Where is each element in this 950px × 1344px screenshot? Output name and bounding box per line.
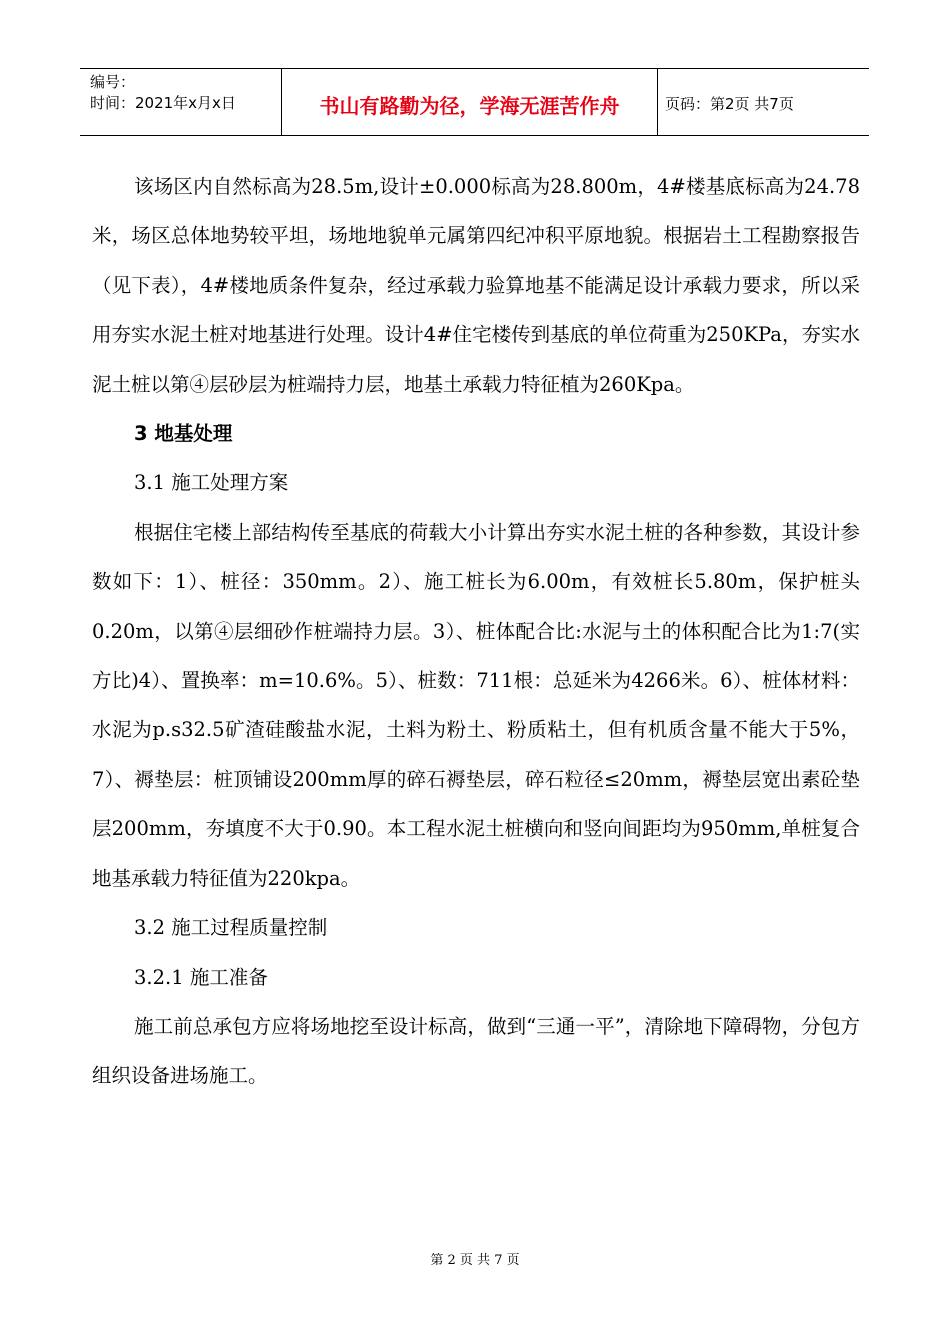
- section-heading-foundation-treatment: 3 地基处理: [134, 422, 233, 446]
- paragraph-preparation: 施工前总承包方应将场地挖至设计标高，做到“三通一平”，清除地下障碍物，分包方组织设备进场施工。: [92, 1014, 860, 1088]
- paragraph-design-parameters: 根据住宅楼上部结构传至基底的荷载大小计算出夯实水泥土桩的各种参数，其设计参数如下：1）、桩径：350mm。2）、施工桩长为6.00m，有效桩长5.80m，保护桩头0.20m，以第④层细砂作桩端持力层。3）、桩体配合比:水泥与土的体积配合比为1:7(实方比)4）、置换率：m=10.6%。5）、桩数：711根：总延米为4266米。6）、桩体材料：水泥为p.s32.5矿渣硅酸盐水泥，土料为粉土、粉质粘土，但有机质含量不能大于5%，7）、褥垫层：桩顶铺设200mm厚的碎石褥垫层，碎石粒径≤20mm，褥垫层宽出素砼垫层200mm，夯填度不大于0.90。本工程水泥土桩横向和竖向间距均为950mm,单桩复合地基承载力特征值为220kpa。: [92, 520, 860, 890]
- document-date-label: 时间：2021年x月x日: [90, 94, 236, 112]
- subsection-heading-preparation: 3.2.1 施工准备: [134, 965, 268, 989]
- page-footer: 第 2 页 共 7 页: [430, 1253, 520, 1268]
- paragraph-site-conditions: 该场区内自然标高为28.5m,设计±0.000标高为28.800m，4#楼基底标高为24.78米，场区总体地势较平坦，场地地貌单元属第四纪冲积平原地貌。根据岩土工程勘察报告（见下表），4#楼地质条件复杂，经过承载力验算地基不能满足设计承载力要求，所以采用夯实水泥土桩对地基进行处理。设计4#住宅楼传到基底的单位荷重为250KPa，夯实水泥土桩以第④层砂层为桩端持力层，地基土承载力特征植为260Kpa。: [92, 175, 860, 396]
- header-meta-cell: [80, 69, 282, 135]
- document-header: [80, 68, 869, 136]
- document-body: [92, 162, 860, 1101]
- header-motto: 书山有路勤为径，学海无涯苦作舟: [282, 69, 658, 135]
- subsection-heading-treatment-plan: 3.1 施工处理方案: [134, 471, 289, 495]
- document-number-label: 编号：: [90, 73, 136, 91]
- subsection-heading-quality-control: 3.2 施工过程质量控制: [134, 916, 328, 940]
- header-page-label: 页码：第2页 共7页: [665, 94, 794, 113]
